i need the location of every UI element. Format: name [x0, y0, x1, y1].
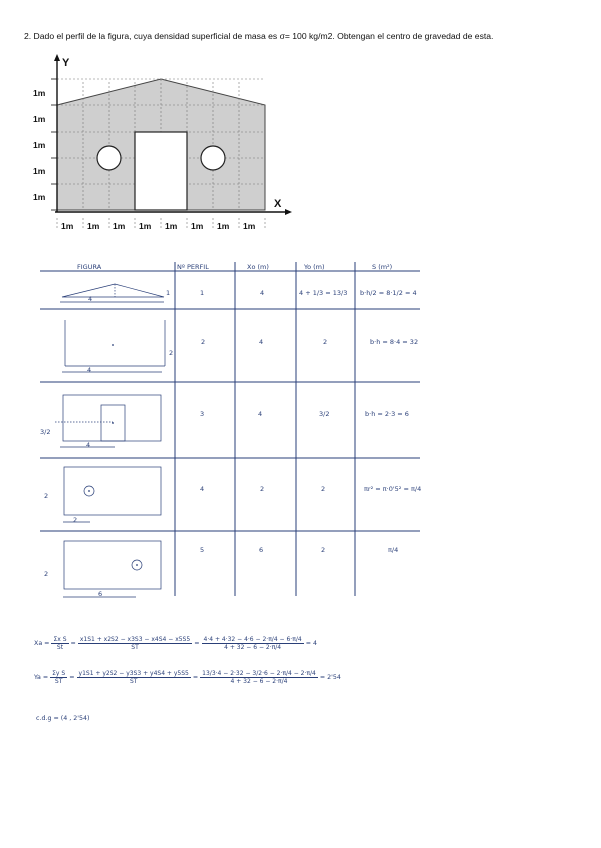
xg-frac3-den: 4 + 32 − 6 − 2·π/4	[224, 644, 282, 651]
row1-s: b·h/2 = 8·1/2 = 4	[360, 289, 417, 297]
row2-dim-height: 2	[169, 349, 174, 357]
y-label: 1m	[33, 114, 46, 124]
x-axis-label: X	[274, 198, 282, 210]
header-figura: FIGURA	[77, 263, 102, 271]
row5-yo: 2	[321, 546, 326, 554]
x-label: 1m	[191, 221, 204, 231]
xg-result: = 4	[305, 640, 317, 647]
right-window-sketch	[63, 541, 161, 597]
triangle-sketch	[60, 284, 164, 302]
xg-lhs: Xa =	[34, 640, 50, 647]
x-label: 1m	[113, 221, 126, 231]
row2-xo: 4	[259, 338, 264, 346]
header-yo: Yo (m)	[304, 263, 325, 271]
y-label: 1m	[33, 192, 46, 202]
yg-frac1-num: Σy S	[52, 670, 66, 677]
problem-statement: 2. Dado el perfil de la figura, cuya densidad superficial de masa es σ= 100 kg/m2. Obtengan el centro de gravedad de esta.	[24, 31, 494, 41]
row4-perfil: 4	[200, 485, 205, 493]
header-s: S (m²)	[372, 263, 393, 271]
yg-frac3-num: 13/3·4 − 2·32 − 3/2·6 − 2·π/4 − 2·π/4	[202, 670, 316, 677]
xg-frac1-num: Σx S	[53, 636, 67, 643]
row3-dim-height: 3/2	[40, 428, 51, 436]
cdg-result: c.d.g = (4 , 2'54)	[36, 715, 90, 722]
row3-perfil: 3	[200, 410, 205, 418]
row3-s: b·h = 2·3 = 6	[365, 410, 409, 418]
row5-dim-height: 2	[44, 570, 49, 578]
row4-dim-height: 2	[44, 492, 49, 500]
row2-yo: 2	[323, 338, 328, 346]
header-xo: Xo (m)	[247, 263, 269, 271]
y-label: 1m	[33, 166, 46, 176]
yg-lhs: Ya =	[34, 674, 49, 681]
row4-xo: 2	[260, 485, 265, 493]
yg-result: = 2'54	[319, 674, 341, 681]
xg-frac1-den: St	[56, 644, 64, 651]
y-axis-label: Y	[62, 57, 70, 69]
yg-frac1-den: ST	[54, 678, 63, 685]
row2-dim-base: 4	[87, 366, 92, 374]
x-label: 1m	[165, 221, 178, 231]
header-perfil: Nº PERFIL	[177, 263, 209, 271]
row1-dim-height: 1	[166, 289, 171, 297]
yg-frac3-den: 4 + 32 − 6 − 2·π/4	[230, 678, 288, 685]
row1-dim-base: 4	[88, 295, 93, 303]
yg-equation: Ya = $\frac{\text{Σy S}}{ST}$ = $\frac{y1S1 + y2S2 - y3S3 + y4S4 + y5S5}{ST}$ = $\frac{13/3\cdot 4 - 2\cdot 32 - 3/2\cdot 6 - 2\cdot\pi/4 - 2\cdot\pi/4}{4 + 32 - 6 - 2\cdot\pi/4}$ = 2'54	[34, 670, 341, 685]
xg-frac2-den: ST	[131, 644, 139, 651]
door-sketch	[55, 395, 161, 447]
row1-xo: 4	[260, 289, 265, 297]
x-label: 1m	[217, 221, 230, 231]
row5-xo: 6	[259, 546, 264, 554]
y-label: 1m	[33, 140, 46, 150]
x-label: 1m	[87, 221, 100, 231]
row4-dim-base: 2	[73, 516, 78, 524]
row4-yo: 2	[321, 485, 326, 493]
row5-perfil: 5	[200, 546, 205, 554]
xg-equation: Xa = $\frac{\text{Σx S}}{St}$ = $\frac{x1S1 + x2S2 - x3S3 - x4S4 - x5S5}{ST}$ = $\frac{4\cdot 4 + 4\cdot 32 - 4\cdot 6 - 2\cdot\pi/4 - 6\cdot\pi/4}{4 + 32 - 6 - 2\cdot\pi/4}$ = 4	[34, 636, 317, 651]
left-window-sketch	[63, 467, 161, 522]
row5-s: π/4	[388, 546, 399, 554]
row1-yo: 4 + 1/3 = 13/3	[299, 289, 348, 297]
yg-frac2-den: ST	[129, 678, 138, 685]
row2-s: b·h = 8·4 = 32	[370, 338, 419, 346]
row3-xo: 4	[258, 410, 263, 418]
row2-perfil: 2	[201, 338, 206, 346]
yg-frac2-num: y1S1 + y2S2 − y3S3 + y4S4 + y5S5	[78, 670, 189, 677]
row1-perfil: 1	[200, 289, 205, 297]
x-label: 1m	[61, 221, 74, 231]
row4-s: πr² = π·0'5² = π/4	[364, 485, 422, 493]
x-label: 1m	[243, 221, 256, 231]
y-label: 1m	[33, 88, 46, 98]
x-label: 1m	[139, 221, 152, 231]
row3-yo: 3/2	[319, 410, 330, 418]
xg-frac3-num: 4·4 + 4·32 − 4·6 − 2·π/4 − 6·π/4	[203, 636, 302, 643]
xg-frac2-num: x1S1 + x2S2 − x3S3 − x4S4 − x5S5	[79, 636, 191, 643]
row3-dim-base: 4	[86, 441, 91, 449]
row5-dim-base: 6	[98, 590, 103, 598]
rectangle-sketch	[62, 320, 165, 372]
